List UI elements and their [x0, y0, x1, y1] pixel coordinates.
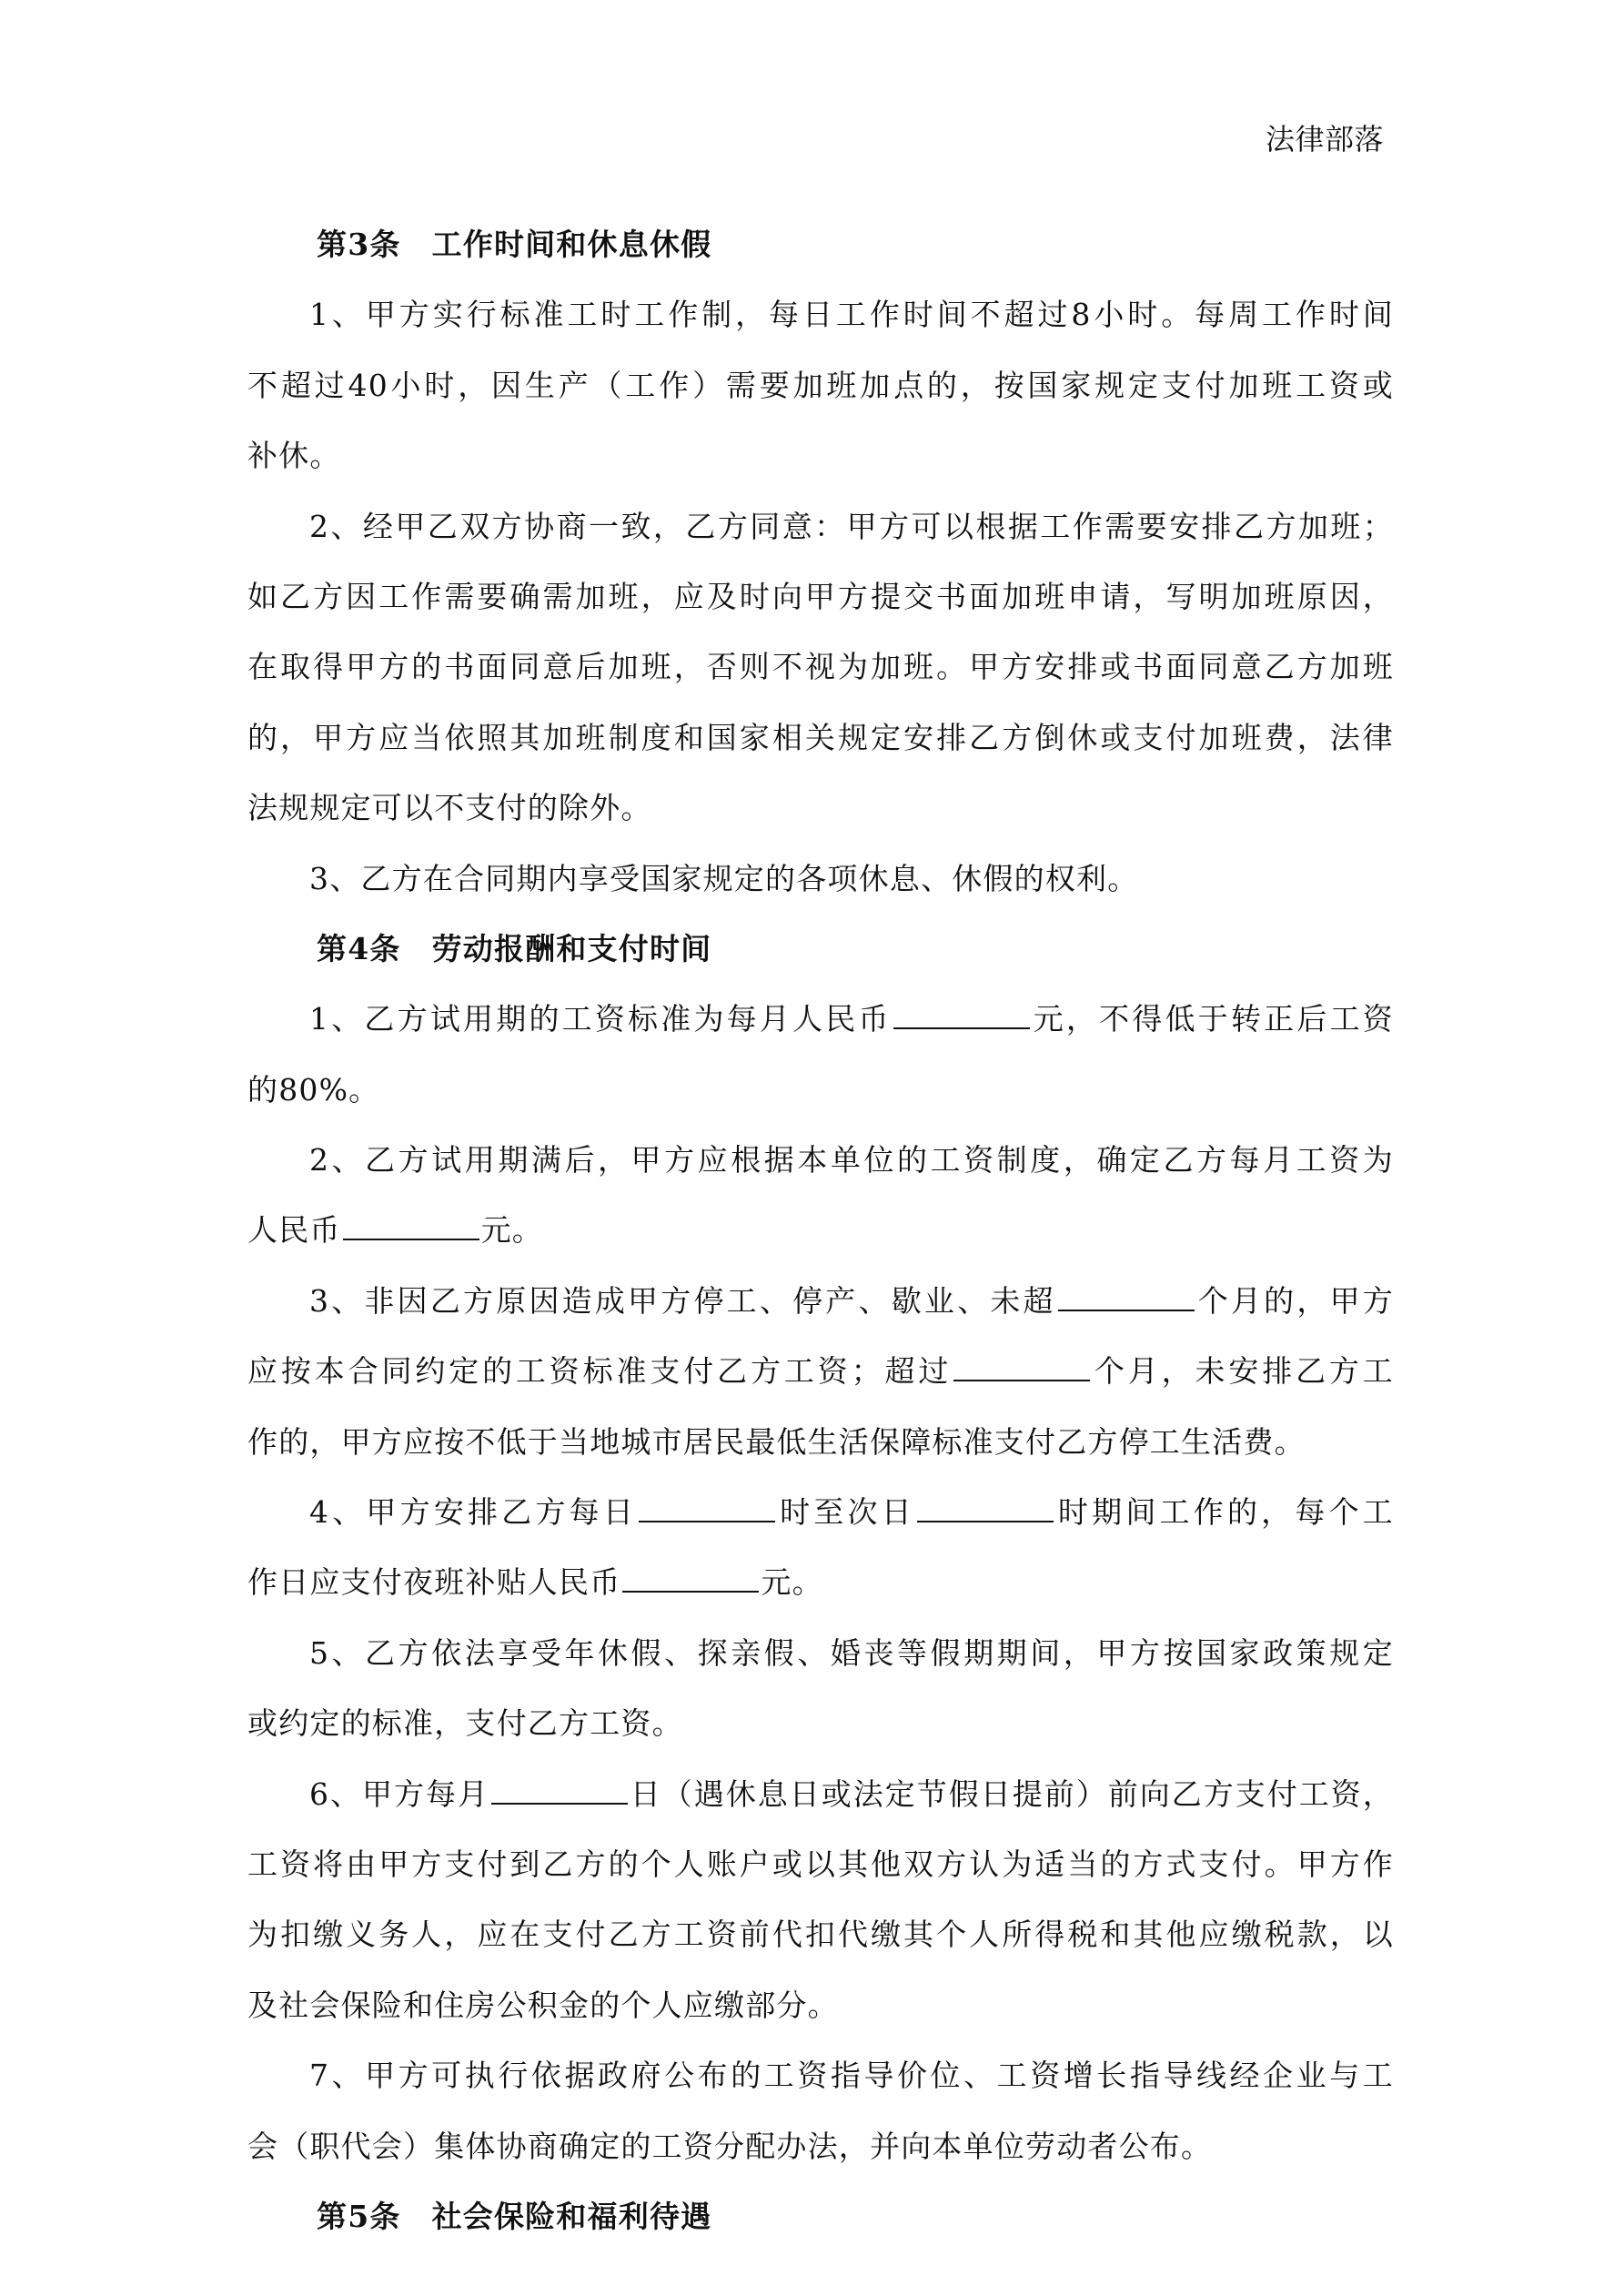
s4-p1-text-b: 元，不得低于转正后工资	[1031, 1001, 1394, 1037]
s4-p4-text-e: 元。	[761, 1564, 823, 1601]
shutdown-months-blank	[1058, 1282, 1195, 1311]
s4-p4-line-1	[247, 1477, 1394, 1547]
s4-p2-line-2	[247, 1195, 1394, 1265]
s4-p3-text-b: 个月的，甲方	[1195, 1282, 1394, 1319]
s4-p6-line-3: 为扣缴义务人，应在支付乙方工资前代扣代缴其个人所得税和其他应缴税款，以	[247, 1917, 1394, 1953]
s4-p3-text-a: 3、非因乙方原因造成甲方停工、停产、歇业、未超	[309, 1282, 1056, 1319]
night-shift-start-blank	[639, 1493, 775, 1522]
s4-p5-line-2: 或约定的标准，支付乙方工资。	[247, 1705, 683, 1742]
s4-p2-line-1: 2、乙方试用期满后，甲方应根据本单位的工资制度，确定乙方每月工资为	[309, 1142, 1394, 1178]
section-5-number: 第5条	[317, 2198, 401, 2234]
s3-p1-line-1: 1、甲方实行标准工时工作制，每日工作时间不超过8小时。每周工作时间	[309, 297, 1394, 333]
page-header-source: 法律部落	[1265, 122, 1384, 157]
s3-p1-line-3: 补休。	[247, 438, 341, 474]
s4-p1-line-1	[247, 984, 1394, 1054]
payday-blank	[491, 1775, 628, 1805]
section-3-title: 工作时间和休息休假	[431, 227, 712, 262]
section-4-title: 劳动报酬和支付时间	[431, 930, 712, 966]
s4-p3-line-3: 作的，甲方应按不低于当地城市居民最低生活保障标准支付乙方停工生活费。	[247, 1423, 1306, 1460]
monthly-salary-blank	[343, 1211, 479, 1240]
shutdown-exceed-months-blank	[953, 1352, 1090, 1381]
s4-p3-line-1	[247, 1266, 1394, 1336]
s4-p6-text-b: 日（遇休息日或法定节假日提前）前向乙方支付工资，	[630, 1775, 1394, 1812]
s4-p6-line-1	[247, 1759, 1394, 1829]
s4-p2-text-a: 人民币	[247, 1212, 341, 1249]
s4-p4-line-2	[247, 1547, 1394, 1617]
s4-p4-text-c: 时期间工作的，每个工	[1054, 1494, 1394, 1531]
section-5-title: 社会保险和福利待遇	[431, 2198, 712, 2234]
s4-p5-line-1: 5、乙方依法享受年休假、探亲假、婚丧等假期期间，甲方按国家政策规定	[309, 1634, 1394, 1671]
s4-p4-text-d: 作日应支付夜班补贴人民币	[247, 1564, 621, 1601]
s4-p7-line-2: 会（职代会）集体协商确定的工资分配办法，并向本单位劳动者公布。	[247, 2128, 1213, 2164]
section-4-heading	[247, 914, 1394, 984]
s4-p2-text-b: 元。	[480, 1212, 544, 1249]
s3-p2-line-1: 2、经甲乙双方协商一致，乙方同意：甲方可以根据工作需要安排乙方加班；	[309, 508, 1394, 544]
s4-p3-line-2	[247, 1336, 1394, 1406]
s3-p3-line-1: 3、乙方在合同期内享受国家规定的各项休息、休假的权利。	[309, 860, 1139, 896]
s3-p2-line-3: 在取得甲方的书面同意后加班，否则不视为加班。甲方安排或书面同意乙方加班	[247, 649, 1394, 685]
s3-p2-line-5: 法规规定可以不支付的除外。	[247, 790, 652, 826]
s4-p3-text-d: 个月，未安排乙方工	[1092, 1353, 1394, 1390]
s3-p2-line-4: 的，甲方应当依照其加班制度和国家相关规定安排乙方倒休或支付加班费，法律	[247, 719, 1394, 755]
s4-p7-line-1: 7、甲方可执行依据政府公布的工资指导价位、工资增长指导线经企业与工	[309, 2058, 1394, 2094]
document-body	[247, 209, 1394, 2251]
s4-p6-line-2: 工资将由甲方支付到乙方的个人账户或以其他双方认为适当的方式支付。甲方作	[247, 1846, 1394, 1882]
s4-p1-line-2: 的80%。	[247, 1071, 380, 1108]
s4-p4-text-b: 时至次日	[777, 1494, 915, 1531]
section-3-heading	[247, 209, 1394, 279]
s4-p3-text-c: 应按本合同约定的工资标准支付乙方工资；超过	[247, 1353, 953, 1390]
section-5-heading	[247, 2181, 1394, 2251]
s3-p2-line-2: 如乙方因工作需要确需加班，应及时向甲方提交书面加班申请，写明加班原因，	[247, 578, 1394, 614]
section-3-number: 第3条	[317, 227, 401, 262]
night-shift-end-blank	[917, 1493, 1054, 1522]
night-allowance-blank	[622, 1563, 759, 1593]
s4-p4-text-a: 4、甲方安排乙方每日	[309, 1494, 638, 1531]
section-4-number: 第4条	[317, 930, 401, 966]
s3-p1-line-2: 不超过40小时，因生产（工作）需要加班加点的，按国家规定支付加班工资或	[247, 367, 1394, 403]
probation-salary-blank	[893, 1000, 1030, 1029]
s4-p6-line-4: 及社会保险和住房公积金的个人应缴部分。	[247, 1987, 839, 2023]
s4-p1-text-a: 1、乙方试用期的工资标准为每月人民币	[309, 1001, 892, 1037]
s4-p6-text-a: 6、甲方每月	[309, 1775, 489, 1812]
